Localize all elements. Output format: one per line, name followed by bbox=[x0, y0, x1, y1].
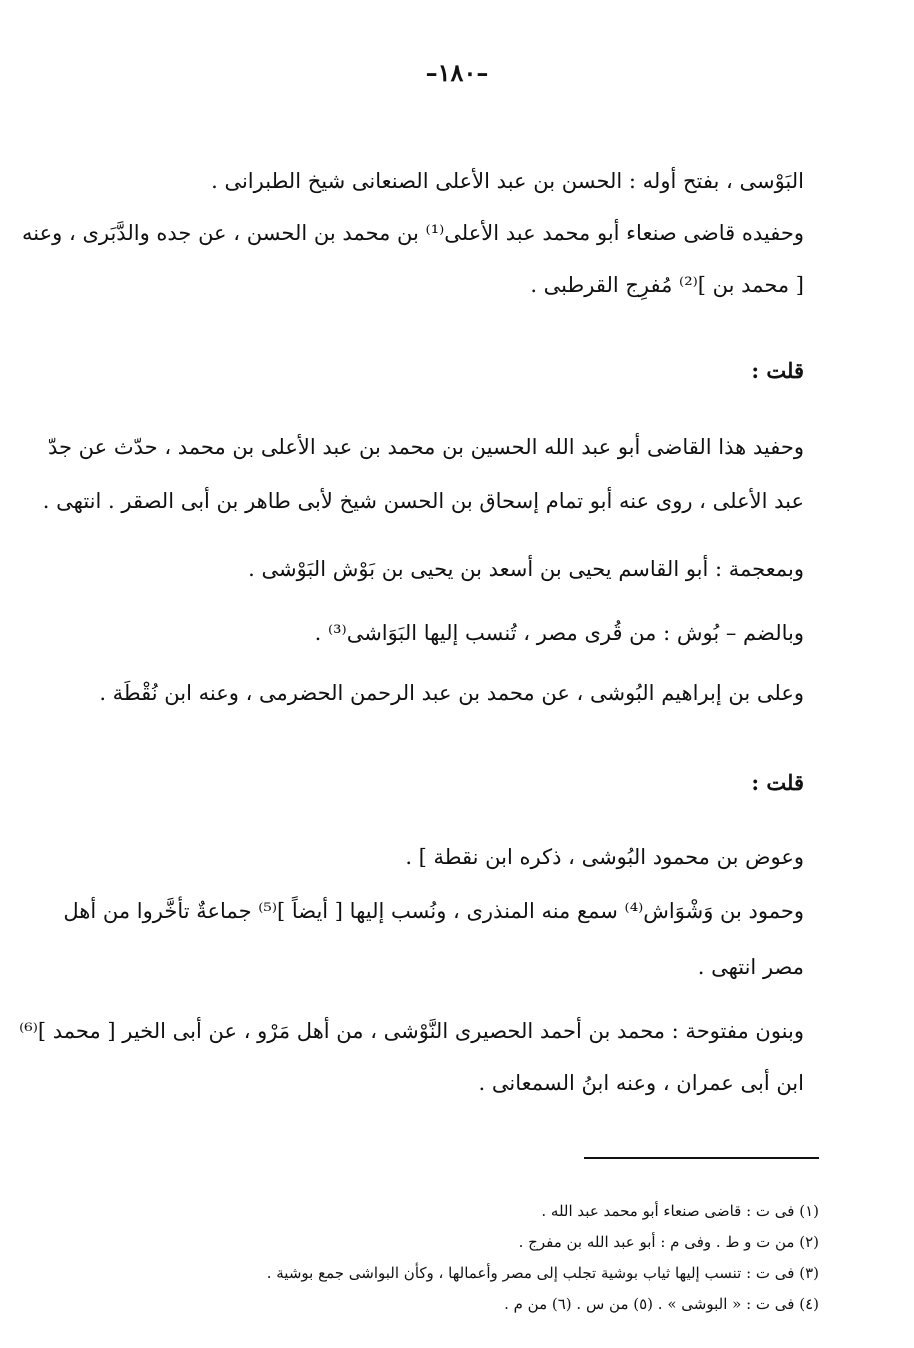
footnote-2: (٢) من ت و ط . وفى م : أبو عبد الله بن مفرج . bbox=[518, 1233, 819, 1251]
body-line-9: وعلى بن إبراهيم البُوشى ، عن محمد بن عبد الرحمن الحضرمى ، وعنه ابن نُقْطَة . bbox=[99, 681, 804, 705]
footnote-divider bbox=[584, 1157, 819, 1159]
body-line-3: [ محمد بن ]⁽²⁾ مُفرِج القرطبى . bbox=[530, 273, 804, 297]
body-line-6: عبد الأعلى ، روى عنه أبو تمام إسحاق بن الحسن شيخ لأبى طاهر بن أبى الصقر . انتهى . bbox=[42, 489, 804, 513]
body-line-13: مصر انتهى . bbox=[697, 955, 804, 979]
footnote-3: (٣) فى ت : تنسب إليها ثياب بوشية تجلب إلى مصر وأعمالها ، وكأن البواشى جمع بوشية . bbox=[266, 1264, 819, 1282]
footnote-1: (١) فى ت : قاضى صنعاء أبو محمد عبد الله . bbox=[541, 1202, 819, 1220]
body-line-12: وحمود بن وَشْوَاش⁽⁴⁾ سمع منه المنذرى ، ونُسب إليها [ أيضاً ]⁽⁵⁾ جماعةٌ تأخَّروا من أهل bbox=[63, 899, 804, 923]
body-line-5: وحفيد هذا القاضى أبو عبد الله الحسين بن محمد بن عبد الأعلى بن محمد ، حدّث عن جدّ bbox=[48, 435, 804, 459]
page-number: –١٨٠– bbox=[425, 58, 489, 87]
section-heading: قلت : bbox=[751, 358, 804, 383]
body-line-15: ابن أبى عمران ، وعنه ابنُ السمعانى . bbox=[478, 1071, 804, 1095]
body-line-1: البَوْسى ، بفتح أوله : الحسن بن عبد الأعلى الصنعانى شيخ الطبرانى . bbox=[211, 169, 804, 193]
body-line-14: وبنون مفتوحة : محمد بن أحمد الحصيرى النَّوْشى ، من أهل مَرْو ، عن أبى الخير [ محمد ]⁽⁶⁾ bbox=[19, 1019, 804, 1043]
body-line-8: وبالضم – بُوش : من قُرى مصر ، تُنسب إليها البَوَاشى⁽³⁾ . bbox=[314, 621, 804, 645]
body-line-7: وبمعجمة : أبو القاسم يحيى بن أسعد بن يحيى بن بَوْش البَوْشى . bbox=[248, 557, 804, 581]
section-heading: قلت : bbox=[751, 770, 804, 795]
body-line-2: وحفيده قاضى صنعاء أبو محمد عبد الأعلى⁽¹⁾ بن محمد بن الحسن ، عن جده والدَّبَرى ، وعنه bbox=[22, 221, 804, 245]
body-line-11: وعوض بن محمود البُوشى ، ذكره ابن نقطة ] . bbox=[405, 845, 804, 869]
footnote-4: (٤) فى ت : « البوشى » . (٥) من س . (٦) من م . bbox=[504, 1295, 819, 1313]
